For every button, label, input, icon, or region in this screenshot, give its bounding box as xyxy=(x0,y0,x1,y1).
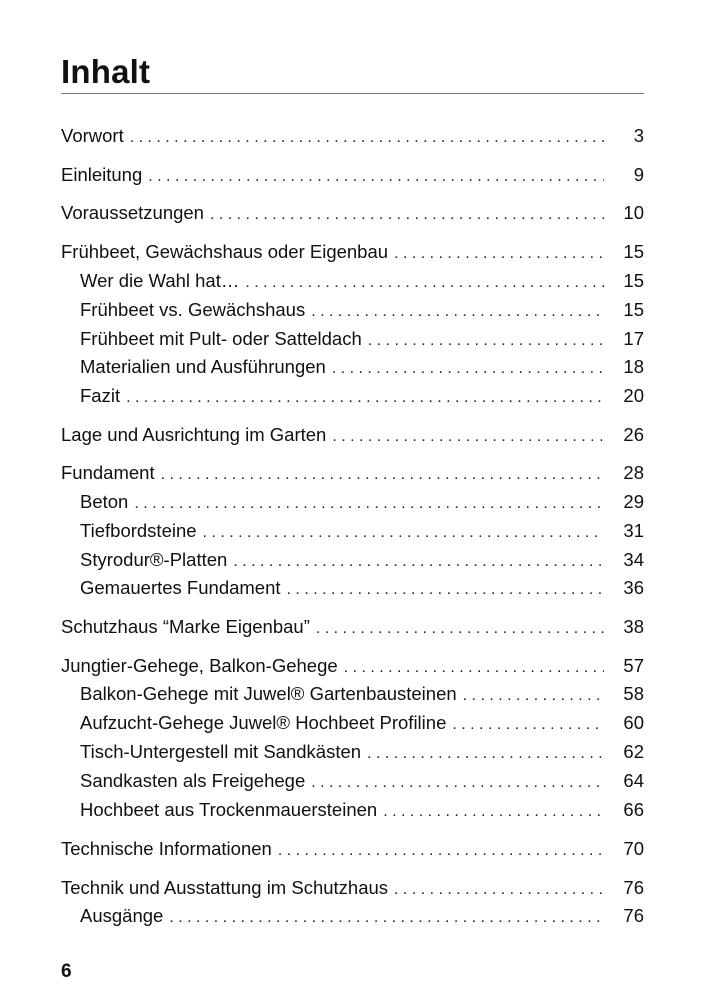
toc-subentry[interactable] xyxy=(80,798,644,822)
toc-entry-label: Tiefbordsteine xyxy=(80,520,197,541)
toc-entry-label: Gemauertes Fundament xyxy=(80,577,281,598)
toc-entry-page: 29 xyxy=(623,491,644,512)
dot-leader xyxy=(169,906,604,930)
toc-subentry[interactable] xyxy=(80,769,644,793)
toc-subentry[interactable] xyxy=(80,269,644,293)
toc-subentry[interactable] xyxy=(80,576,644,600)
toc-entry-label: Einleitung xyxy=(61,164,143,185)
dot-leader xyxy=(233,550,604,574)
toc-entry-page: 3 xyxy=(633,125,644,146)
toc-entry-label: Sandkasten als Freigehege xyxy=(80,770,306,791)
toc-subentry[interactable] xyxy=(80,740,644,764)
dot-leader xyxy=(463,684,604,708)
toc-entry[interactable] xyxy=(61,423,644,447)
dot-leader xyxy=(278,839,604,863)
toc-entry-label: Technik und Ausstattung im Schutzhaus xyxy=(61,877,389,898)
toc-entry-label: Hochbeet aus Trockenmauersteinen xyxy=(80,799,378,820)
toc-entry-page: 9 xyxy=(633,164,644,185)
toc-entry-label: Vorwort xyxy=(61,125,124,146)
toc-entry-page: 66 xyxy=(623,799,644,820)
toc-entry-label: Lage und Ausrichtung im Garten xyxy=(61,424,327,445)
toc-entry-page: 64 xyxy=(623,770,644,791)
toc-entry-page: 70 xyxy=(623,838,644,859)
toc-entry-page: 26 xyxy=(623,424,644,445)
dot-leader xyxy=(311,300,604,324)
toc-subentry[interactable] xyxy=(80,327,644,351)
dot-leader xyxy=(394,242,604,266)
toc-entry-label: Wer die Wahl hat… xyxy=(80,270,240,291)
toc-subentry[interactable] xyxy=(80,548,644,572)
toc-subentry[interactable] xyxy=(80,519,644,543)
page-title: Inhalt xyxy=(61,53,151,90)
dot-leader xyxy=(368,329,604,353)
dot-leader xyxy=(383,800,604,824)
dot-leader xyxy=(311,771,604,795)
toc-entry[interactable] xyxy=(61,201,644,225)
dot-leader xyxy=(452,713,604,737)
toc-subentry[interactable] xyxy=(80,298,644,322)
toc-entry-label: Materialien und Ausführungen xyxy=(80,356,326,377)
toc-entry[interactable] xyxy=(61,837,644,861)
toc-entry-label: Frühbeet mit Pult- oder Satteldach xyxy=(80,328,362,349)
dot-leader xyxy=(203,521,604,545)
toc-entry-page: 62 xyxy=(623,741,644,762)
toc-entry[interactable] xyxy=(61,163,644,187)
toc-entry-label: Frühbeet vs. Gewächshaus xyxy=(80,299,306,320)
toc-entry-label: Frühbeet, Gewächshaus oder Eigenbau xyxy=(61,241,389,262)
title-divider xyxy=(61,93,644,94)
toc-entry-label: Balkon-Gehege mit Juwel® Gartenbausteinen xyxy=(80,683,457,704)
dot-leader xyxy=(316,617,604,641)
toc-entry-label: Jungtier-Gehege, Balkon-Gehege xyxy=(61,655,338,676)
dot-leader xyxy=(210,203,604,227)
toc-entry-page: 15 xyxy=(623,299,644,320)
toc-subentry[interactable] xyxy=(80,490,644,514)
toc-entry-page: 20 xyxy=(623,385,644,406)
page-number: 6 xyxy=(61,961,72,982)
toc-entry-page: 60 xyxy=(623,712,644,733)
dot-leader xyxy=(367,742,604,766)
toc-entry-label: Beton xyxy=(80,491,129,512)
toc-entry-page: 36 xyxy=(623,577,644,598)
toc-subentry[interactable] xyxy=(80,711,644,735)
toc-entry[interactable] xyxy=(61,124,644,148)
dot-leader xyxy=(344,656,604,680)
toc-entry[interactable] xyxy=(61,240,644,264)
toc-entry-page: 76 xyxy=(623,877,644,898)
dot-leader xyxy=(134,492,604,516)
toc-subentry[interactable] xyxy=(80,384,644,408)
toc-entry-page: 58 xyxy=(623,683,644,704)
dot-leader xyxy=(148,165,604,189)
toc-entry-page: 31 xyxy=(623,520,644,541)
toc-entry-page: 57 xyxy=(623,655,644,676)
toc-entry-label: Tisch-Untergestell mit Sandkästen xyxy=(80,741,362,762)
toc-entry[interactable] xyxy=(61,876,644,900)
toc-entry-page: 76 xyxy=(623,905,644,926)
dot-leader xyxy=(332,425,604,449)
dot-leader xyxy=(126,386,604,410)
toc-entry[interactable] xyxy=(61,654,644,678)
toc-entry[interactable] xyxy=(61,461,644,485)
toc-entry-page: 15 xyxy=(623,241,644,262)
toc-entry-page: 15 xyxy=(623,270,644,291)
toc-entry-page: 38 xyxy=(623,616,644,637)
dot-leader xyxy=(332,357,604,381)
toc-entry-page: 17 xyxy=(623,328,644,349)
toc-entry-page: 10 xyxy=(623,202,644,223)
toc-entry-page: 18 xyxy=(623,356,644,377)
dot-leader xyxy=(161,463,604,487)
dot-leader xyxy=(245,271,604,295)
toc-entry-label: Ausgänge xyxy=(80,905,164,926)
dot-leader xyxy=(130,126,604,150)
toc-entry-label: Schutzhaus “Marke Eigenbau” xyxy=(61,616,310,637)
toc-entry-label: Fazit xyxy=(80,385,121,406)
toc-entry-label: Fundament xyxy=(61,462,155,483)
toc-entry-page: 34 xyxy=(623,549,644,570)
toc-entry[interactable] xyxy=(61,615,644,639)
dot-leader xyxy=(287,578,604,602)
toc-entry-label: Voraussetzungen xyxy=(61,202,204,223)
toc-entry-label: Aufzucht-Gehege Juwel® Hochbeet Profiline xyxy=(80,712,447,733)
toc-entry-label: Technische Informationen xyxy=(61,838,272,859)
dot-leader xyxy=(394,878,604,902)
toc-entry-label: Styrodur®-Platten xyxy=(80,549,228,570)
toc-subentry[interactable] xyxy=(80,355,644,379)
toc-subentry[interactable] xyxy=(80,682,644,706)
toc-entry-page: 28 xyxy=(623,462,644,483)
toc-subentry[interactable] xyxy=(80,904,644,928)
